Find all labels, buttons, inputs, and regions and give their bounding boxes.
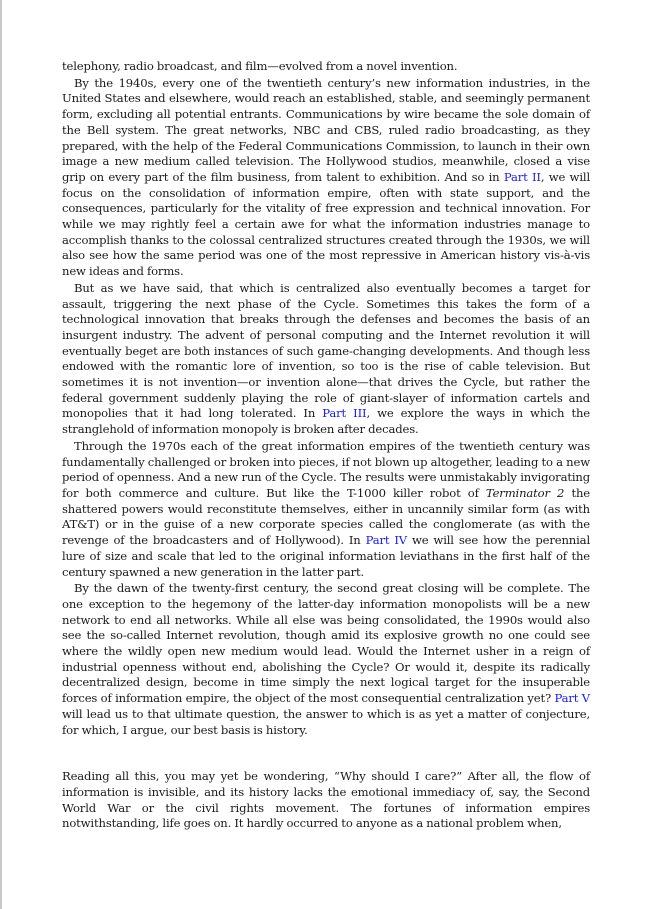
text-run: telephony, radio broadcast, and film—evolved from a novel invention. (62, 59, 458, 73)
text-run: By the 1940s, every one of the twentieth century’s new information industries, in the United States and elsewhere, would reach an established, stable, and seemingly permanent form, excluding all potential entrants. Communications by wire became the sole domain of the Bell system. The great networks, NBC and CBS, ruled radio broadcasting, as they prepared, with the help of the Federal Communications Commission, to launch in their own image a new medium called television. The Hollywood studios, meanwhile, closed a vise grip on every part of the film business, from talent to exhibition. And so in (62, 75, 590, 184)
text-run: we will see how the perennial lure of size and scale that led to the original information leviathans in the first half of the century spawned a new generation in the latter part. (62, 533, 590, 579)
paragraph (62, 769, 590, 832)
body-text-column (62, 59, 590, 832)
italic-title: Terminator 2 (485, 485, 565, 500)
paragraph (62, 281, 590, 438)
text-run: will lead us to that ultimate question, the answer to which is as yet a matter of conjecture, for which, I argue, our best basis is history. (62, 706, 590, 737)
text-run: the shattered powers would reconstitute themselves, either in uncannily similar form (as with AT&T) or in the guise of a new corporate species called the conglomerate (as with the revenge of the broadcasters and of Hollywood). In (62, 485, 590, 548)
part-link-part-v[interactable]: Part V (554, 691, 590, 706)
text-run: By the dawn of the twenty-first century, the second great closing will be complete. The one exception to the hegemony of the latter-day information monopolists will be a new network to end all networks. While all else was being consolidated, the 1990s would also see the so-called Internet revolution, though amid its explosive growth no one could see where the wildly open new medium would lead. Would the Internet usher in a reign of industrial openness without end, abolishing the Cycle? Or would it, despite its radically decentralized design, become in time simply the next logical target for the insuperable forces of information empire, the object of the most consequential centralization yet? (62, 581, 590, 706)
text-run: , we explore the ways in which the stranglehold of information monopoly is broken after decades. (62, 406, 590, 437)
text-run: , we will focus on the consolidation of information empire, often with state support, and the consequences, particularly for the vitality of free expression and technical innovation. For while we may rightly feel a certain awe for what the information industries manage to accomplish thanks to the colossal centralized structures created through the 1930s, we will also see how the same period was one of the most repressive in American history vis-à-vis new ideas and forms. (62, 169, 590, 279)
paragraph (62, 581, 590, 738)
part-link-part-iii[interactable]: Part III (322, 406, 367, 421)
text-run: But as we have said, that which is centralized also eventually becomes a target for assault, triggering the next phase of the Cycle. Sometimes this takes the form of a technological innovation that breaks through the defenses and becomes the basis of an insurgent industry. The advent of personal computing and the Internet revolution it will eventually beget are both instances of such game-changing developments. And though less endowed with the romantic lore of invention, so too is the rise of cable television. But sometimes it is not invention—or invention alone—that drives the Cycle, but rather the federal government suddenly playing the role of giant-slayer of information cartels and monopolies that it had long tolerated. In (62, 280, 590, 421)
paragraph (62, 76, 590, 280)
part-link-part-iv[interactable]: Part IV (365, 533, 407, 548)
text-run: Reading all this, you may yet be wondering, “Why should I care?” After all, the flow of information is invisible, and its history lacks the emotional immediacy of, say, the Second World War or the civil rights movement. The fortunes of information empires notwithstanding, life goes on. It hardly occurred to anyone as a national problem when, (62, 769, 590, 831)
paragraph (62, 59, 590, 75)
text-run: Through the 1970s each of the great information empires of the twentieth century was fundamentally challenged or broken into pieces, if not blown up altogether, leading to a new period of openness. And a new run of the Cycle. The results were unmistakably invigorating for both commerce and culture. But like the T-1000 killer robot of (62, 438, 590, 500)
paragraph (62, 439, 590, 580)
part-link-part-ii[interactable]: Part II (503, 169, 541, 184)
